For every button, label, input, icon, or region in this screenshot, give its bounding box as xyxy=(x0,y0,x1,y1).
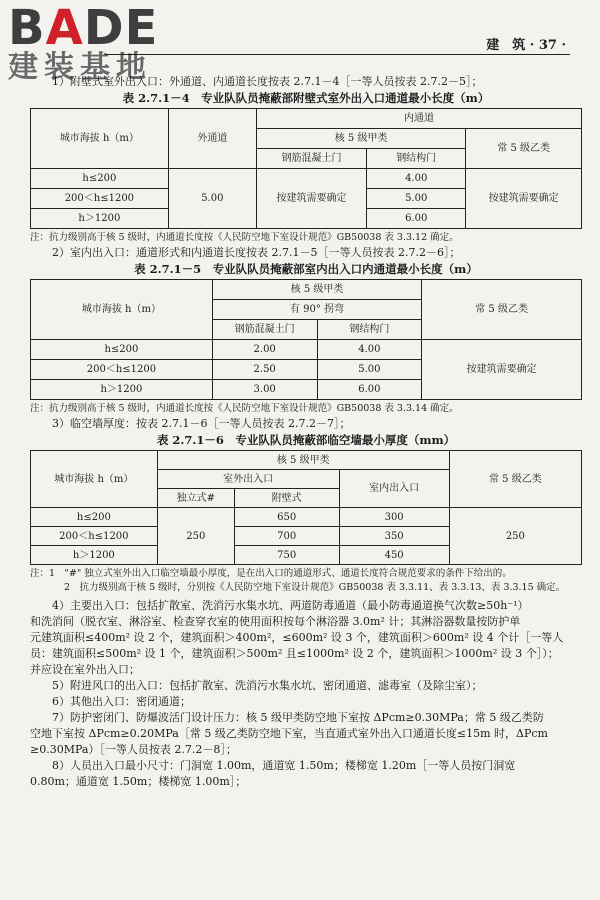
header-concrete-door: 钢筋混凝土门 xyxy=(256,149,366,169)
header-steel-door: 钢结构门 xyxy=(367,149,466,169)
cell-outer-value: 5.00 xyxy=(168,169,256,229)
table1-title: 表 2.7.1－4 专业队队员掩蔽部附壁式室外出入口通道最小长度（m） xyxy=(122,91,490,105)
logo-wordmark: BADE xyxy=(8,0,159,56)
header-class5a: 核 5 级甲类 xyxy=(212,280,421,300)
header-class5b: 常 5 级乙类 xyxy=(466,129,582,169)
header-steel-door: 钢结构门 xyxy=(317,320,422,340)
cell-altitude: h＞1200 xyxy=(31,380,213,400)
header-inner-passage: 内通道 xyxy=(256,109,581,129)
header-class5b: 常 5 级乙类 xyxy=(449,451,581,508)
cell-indoor-value: 350 xyxy=(339,527,449,546)
cell-altitude: h≤200 xyxy=(31,169,169,189)
table3-title: 表 2.7.1－6 专业队队员掩蔽部临空墙最小厚度（mm） xyxy=(156,433,456,447)
brand-logo xyxy=(8,0,159,85)
header-class5a: 核 5 级甲类 xyxy=(256,129,465,149)
cell-concrete-value: 2.00 xyxy=(212,340,317,360)
table2-title: 表 2.7.1－5 专业队队员掩蔽部室内出入口内通道最小长度（m） xyxy=(134,262,478,276)
header-altitude: 城市海拔 h（m） xyxy=(31,451,158,508)
cell-concrete-value: 3.00 xyxy=(212,380,317,400)
header-altitude: 城市海拔 h（m） xyxy=(31,109,169,169)
paragraph-item-4: 4）主要出入口：包括扩散室、洗消污水集水坑、两道防毒通道（最小防毒通道换气次数≥50h⁻¹） xyxy=(52,599,529,612)
table2-note: 注：抗力级别高于核 5 级时，内通道长度按《人民防空地下室设计规范》GB50038 表 3.3.14 确定。 xyxy=(30,403,459,414)
table-2-7-1-4 xyxy=(30,108,582,229)
paragraph-item-4-cont: 和洗消间（脱衣室、淋浴室、检查穿衣室的使用面积按每个淋浴器 3.0m² 计；其淋浴器数量按防护单 xyxy=(30,615,521,628)
cell-attached-value: 700 xyxy=(234,527,339,546)
cell-steel-value: 6.00 xyxy=(367,209,466,229)
header-outer-passage: 外通道 xyxy=(168,109,256,169)
paragraph-item-4-cont: 并应设在室外出入口； xyxy=(30,663,140,676)
table3-note-1: 注：1 "#" 独立式室外出入口临空墙最小厚度，是在出入口的通道形式、通道长度符合规范要求的条件下给出的。 xyxy=(30,568,512,579)
cell-class5b-value: 按建筑需要确定 xyxy=(422,340,582,400)
cell-altitude: h≤200 xyxy=(31,340,213,360)
header-altitude: 城市海拔 h（m） xyxy=(31,280,213,340)
cell-attached-value: 750 xyxy=(234,546,339,565)
cell-steel-value: 4.00 xyxy=(367,169,466,189)
running-header: 建 筑 · 37 · xyxy=(486,38,566,53)
cell-steel-value: 5.00 xyxy=(317,360,422,380)
header-independent: 独立式# xyxy=(157,489,234,508)
header-class5b: 常 5 级乙类 xyxy=(422,280,582,340)
cell-steel-value: 5.00 xyxy=(367,189,466,209)
cell-altitude: h＞1200 xyxy=(31,546,158,565)
cell-altitude: 200＜h≤1200 xyxy=(31,189,169,209)
paragraph-item-4-cont: 元建筑面积≤400m² 设 2 个，建筑面积＞400m²，≤600m² 设 3 个，建筑面积＞600m² 设 4 个计［一等人 xyxy=(30,631,564,644)
header-outdoor-entrance: 室外出入口 xyxy=(157,470,339,489)
cell-concrete-value: 2.50 xyxy=(212,360,317,380)
paragraph-item-8-cont: 0.80m；通道宽 1.50m；楼梯宽 1.00m］； xyxy=(30,775,247,788)
paragraph-item-7-cont: 空地下室按 ΔPcm≥0.20MPa［常 5 级乙类防空地下室，当直通式室外出入口通道长度≤15m 时，ΔPcm xyxy=(30,727,548,740)
paragraph-item-7-cont: ≥0.30MPa）［一等人员按表 2.7.2－8］； xyxy=(30,743,237,756)
cell-altitude: 200＜h≤1200 xyxy=(31,360,213,380)
paragraph-item-2: 2）室内出入口：通道形式和内通道长度按表 2.7.1－5［一等人员按表 2.7.2－6］； xyxy=(52,246,461,259)
cell-independent-value: 250 xyxy=(157,508,234,565)
cell-altitude: h＞1200 xyxy=(31,209,169,229)
cell-altitude: h≤200 xyxy=(31,508,158,527)
cell-attached-value: 650 xyxy=(234,508,339,527)
header-rule xyxy=(105,54,570,55)
cell-concrete-value: 按建筑需要确定 xyxy=(256,169,366,229)
cell-class5b-value: 250 xyxy=(449,508,581,565)
paragraph-item-7: 7）防护密闭门、防爆波活门设计压力：核 5 级甲类防空地下室按 ΔPcm≥0.30MPa；常 5 级乙类防 xyxy=(52,711,544,724)
table3-note-2: 2 抗力级别高于核 5 级时，分别按《人民防空地下室设计规范》GB50038 表 3.3.11、表 3.3.13、表 3.3.15 确定。 xyxy=(64,582,566,593)
paragraph-item-3: 3）临空墙厚度：按表 2.7.1－6［一等人员按表 2.7.2－7］； xyxy=(52,417,351,430)
cell-class5b-value: 按建筑需要确定 xyxy=(466,169,582,229)
cell-steel-value: 6.00 xyxy=(317,380,422,400)
table-2-7-1-5 xyxy=(30,279,582,400)
cell-altitude: 200＜h≤1200 xyxy=(31,527,158,546)
logo-subtitle: 建装基地 xyxy=(8,50,152,85)
table-2-7-1-6 xyxy=(30,450,582,565)
paragraph-item-8: 8）人员出入口最小尺寸：门洞宽 1.00m，通道宽 1.50m；楼梯宽 1.20m［一等人员按门洞宽 xyxy=(52,759,516,772)
paragraph-item-5: 5）附进风口的出入口：包括扩散室、洗消污水集水坑、密闭通道、滤毒室（及除尘室）； xyxy=(52,679,483,692)
header-attached: 附壁式 xyxy=(234,489,339,508)
header-indoor-entrance: 室内出入口 xyxy=(339,470,449,508)
cell-steel-value: 4.00 xyxy=(317,340,422,360)
cell-indoor-value: 450 xyxy=(339,546,449,565)
cell-indoor-value: 300 xyxy=(339,508,449,527)
header-concrete-door: 钢筋混凝土门 xyxy=(212,320,317,340)
table1-note: 注：抗力级别高于核 5 级时，内通道长度按《人民防空地下室设计规范》GB50038 表 3.3.12 确定。 xyxy=(30,232,459,243)
paragraph-item-1: 1）附壁式室外出入口：外通道、内通道长度按表 2.7.1－4［一等人员按表 2.7.2－5］； xyxy=(52,75,483,88)
paragraph-item-4-cont: 员：建筑面积≤500m² 设 1 个，建筑面积＞500m² 且≤1000m² 设 2 个，建筑面积＞1000m² 设 3 个］）； xyxy=(30,647,559,660)
header-class5a: 核 5 级甲类 xyxy=(157,451,449,470)
header-bend: 有 90° 拐弯 xyxy=(212,300,421,320)
page-body xyxy=(30,74,582,790)
paragraph-item-6: 6）其他出入口：密闭通道； xyxy=(52,695,191,708)
